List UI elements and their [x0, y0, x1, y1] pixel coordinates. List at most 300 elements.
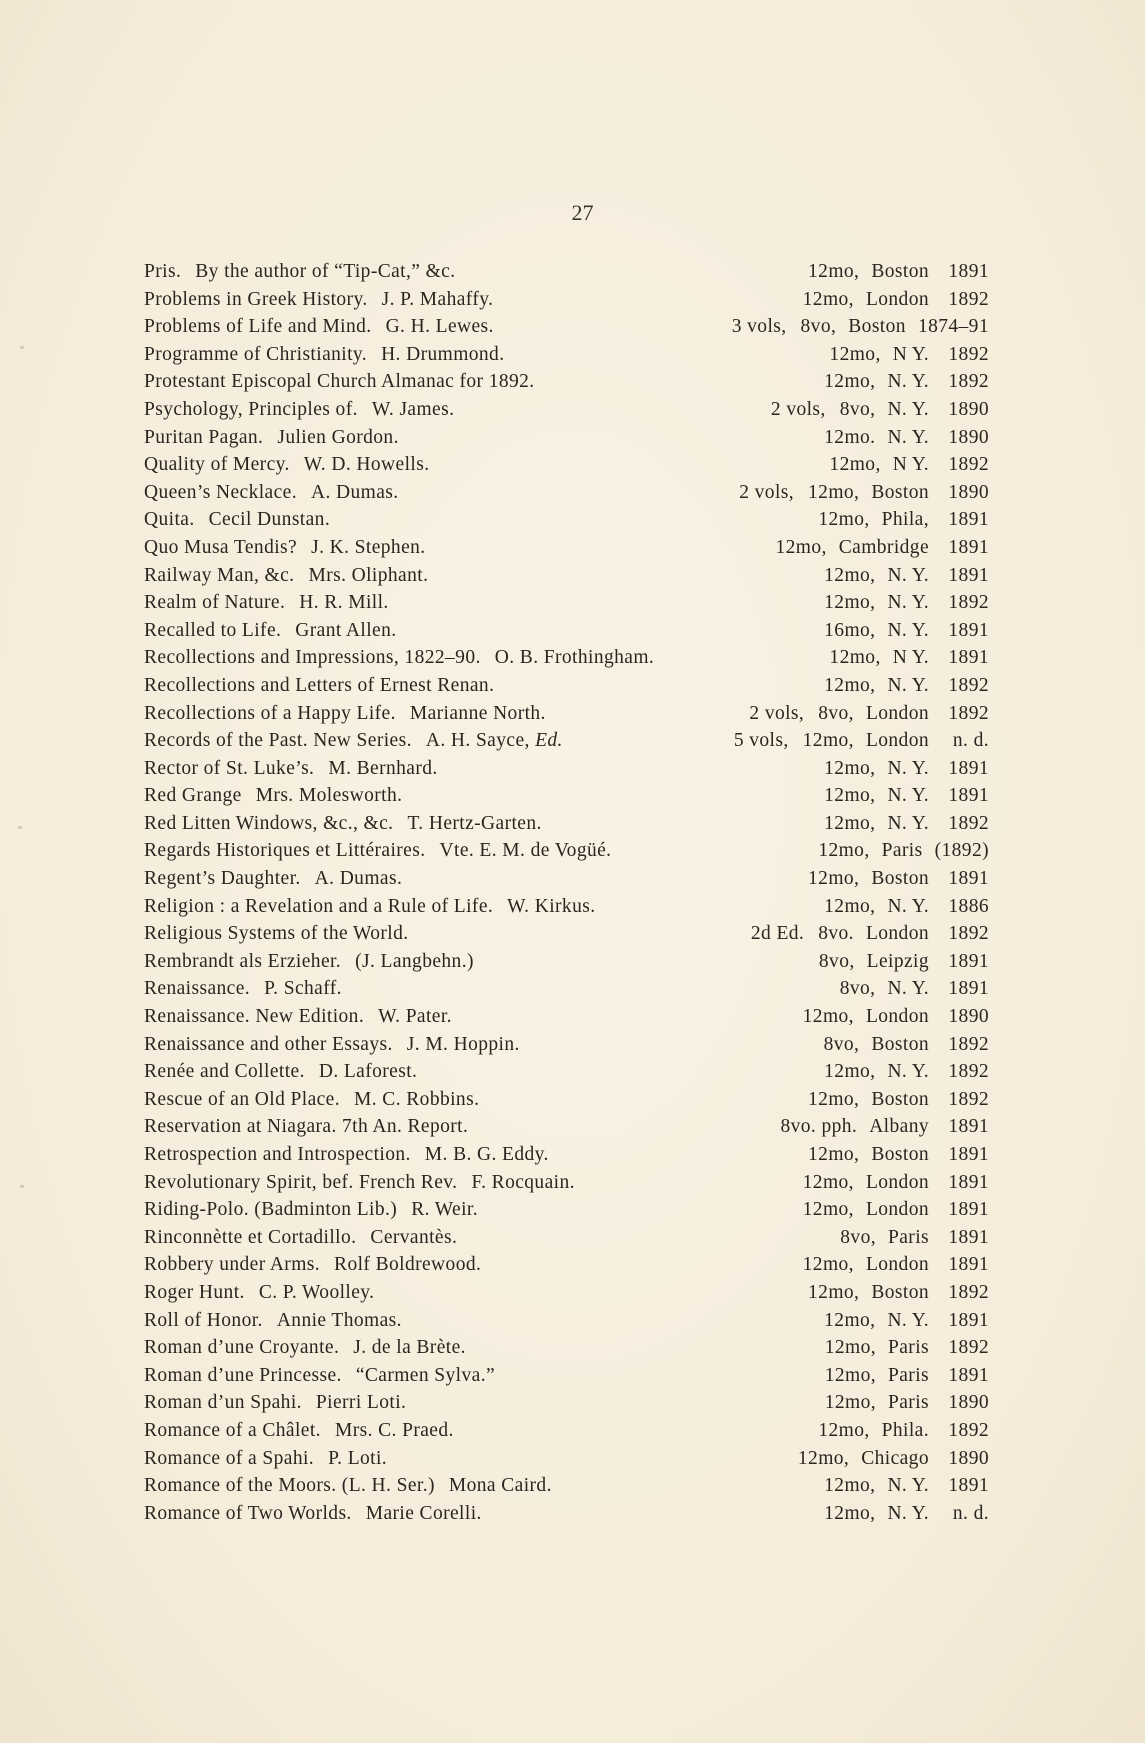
- entry-year: 1891: [948, 785, 989, 807]
- entry-format: 12mo,: [824, 1309, 876, 1331]
- entry-title-block: [144, 1113, 468, 1141]
- entry-title-block: [144, 424, 399, 452]
- entry-author: P. Loti.: [328, 1447, 388, 1469]
- entry-title: Queen’s Necklace.: [144, 481, 297, 503]
- entry-imprint: [749, 700, 989, 728]
- entry-imprint: [803, 1196, 989, 1224]
- catalogue-entry: [144, 727, 989, 755]
- entry-imprint: [824, 1058, 989, 1086]
- entry-format: 12mo,: [824, 895, 876, 917]
- entry-place: Paris: [881, 840, 923, 862]
- entry-place: London: [865, 1006, 929, 1028]
- entry-author: J. P. Mahaffy.: [381, 288, 494, 310]
- entry-year: 1892: [948, 1419, 989, 1441]
- entry-format: 12mo,: [824, 757, 876, 779]
- entry-year: 1891: [948, 1199, 989, 1221]
- entry-place: Leipzig: [866, 950, 929, 972]
- entry-author: H. Drummond.: [381, 343, 505, 365]
- entry-author: P. Schaff.: [264, 978, 342, 1000]
- entry-year: 1892: [948, 1337, 989, 1359]
- entry-year: 1891: [948, 1475, 989, 1497]
- entry-place: Phila,: [881, 509, 929, 531]
- entry-imprint: [819, 948, 989, 976]
- entry-place: Boston: [871, 261, 929, 282]
- entry-title-block: [144, 1141, 549, 1169]
- entry-place: N. Y.: [887, 619, 929, 641]
- entry-title-block: [144, 341, 504, 369]
- catalogue-entry: [144, 589, 989, 617]
- entry-place: N. Y.: [887, 785, 929, 807]
- catalogue-entry: [144, 1472, 989, 1500]
- entry-imprint: [734, 727, 989, 755]
- entry-place: London: [865, 730, 929, 752]
- catalogue-entry: [144, 1279, 989, 1307]
- entry-author: Cecil Dunstan.: [208, 509, 331, 531]
- entry-title: Retrospection and Introspection.: [144, 1144, 411, 1165]
- entry-imprint: [739, 479, 989, 507]
- entry-place: Paris: [888, 1392, 929, 1414]
- entry-title: Roll of Honor.: [144, 1309, 263, 1331]
- catalogue-entry: [144, 672, 989, 700]
- entry-title-block: [144, 1086, 479, 1114]
- entry-format: 8vo,: [818, 702, 854, 724]
- entry-format: 12mo,: [802, 288, 854, 310]
- catalogue-entry: [144, 755, 989, 783]
- entry-author: A. Dumas.: [314, 868, 403, 890]
- entry-year: 1891: [948, 950, 989, 972]
- entry-title-block: [144, 1058, 417, 1086]
- entry-imprint: [824, 893, 989, 921]
- entry-format: 8vo,: [840, 1226, 876, 1248]
- catalogue-entry: [144, 920, 989, 948]
- entry-author: G. H. Lewes.: [385, 316, 494, 338]
- catalogue-entry: [144, 313, 989, 341]
- entry-author: Mrs. C. Praed.: [334, 1419, 454, 1441]
- entry-author: Marie Corelli.: [365, 1502, 482, 1524]
- entry-year: 1891: [948, 536, 989, 558]
- entry-title: Red Grange: [144, 785, 242, 807]
- entry-format: 12mo,: [818, 509, 870, 531]
- catalogue-entry: [144, 1003, 989, 1031]
- catalogue-entry: [144, 1251, 989, 1279]
- entry-title: Romance of a Châlet.: [144, 1419, 321, 1441]
- entry-title: Quita.: [144, 509, 195, 531]
- catalogue-entry: [144, 506, 989, 534]
- entry-place: London: [865, 1254, 929, 1276]
- entry-title: Railway Man, &c.: [144, 564, 295, 586]
- entry-title-block: [144, 672, 494, 700]
- entry-title-block: [144, 1307, 402, 1335]
- entry-author: T. Hertz-Garten.: [407, 812, 542, 834]
- entry-title-block: [144, 644, 654, 672]
- entry-volumes: 2 vols,: [739, 481, 795, 503]
- entry-author: J. de la Brète.: [353, 1337, 466, 1359]
- entry-year: 1892: [948, 288, 989, 310]
- entry-title-block: [144, 1334, 466, 1362]
- entry-title: Protestant Episcopal Church Almanac for 1892.: [144, 371, 535, 393]
- entry-imprint: [825, 1362, 989, 1390]
- catalogue-entry: [144, 1417, 989, 1445]
- entry-editor-mark: Ed.: [535, 730, 563, 752]
- catalogue-entry: [144, 1500, 989, 1528]
- entry-format: 12mo,: [824, 592, 876, 614]
- entry-author: (J. Langbehn.): [355, 950, 474, 972]
- entry-place: Albany: [869, 1116, 929, 1138]
- entry-imprint: [824, 755, 989, 783]
- entry-imprint: [824, 589, 989, 617]
- entry-title-block: [144, 286, 493, 314]
- entry-place: Boston: [871, 1033, 929, 1055]
- entry-imprint: [825, 1389, 989, 1417]
- entry-title-block: [144, 1445, 387, 1473]
- entry-year: 1891: [948, 647, 989, 669]
- entry-year: 1891: [948, 1116, 989, 1138]
- entry-author: W. Pater.: [378, 1006, 452, 1028]
- entry-title: Programme of Christianity.: [144, 343, 368, 365]
- catalogue-entry: [144, 1113, 989, 1141]
- catalogue-entry: [144, 1389, 989, 1417]
- entry-volumes: 5 vols,: [733, 730, 789, 752]
- entry-imprint: [803, 1003, 989, 1031]
- entry-title: Religion : a Revelation and a Rule of Life.: [144, 895, 494, 917]
- entry-format: 12mo,: [824, 812, 876, 834]
- entry-title-block: [144, 1279, 374, 1307]
- entry-place: N Y.: [892, 647, 929, 669]
- entry-title-block: [144, 1362, 495, 1390]
- entry-format: 8vo,: [839, 398, 876, 420]
- entry-imprint: [775, 534, 989, 562]
- catalogue-entry: [144, 810, 989, 838]
- entry-author: W. James.: [371, 398, 455, 420]
- entry-author: J. K. Stephen.: [311, 536, 426, 558]
- catalogue-entry: [144, 534, 989, 562]
- paper-speck: [18, 826, 22, 829]
- entry-imprint: [824, 1031, 989, 1059]
- entry-title: Renaissance.: [144, 978, 251, 1000]
- entry-title-block: [144, 1251, 481, 1279]
- entry-place: London: [865, 288, 929, 310]
- catalogue-list: [144, 258, 989, 1527]
- entry-title-block: [144, 810, 542, 838]
- entry-imprint: [808, 1279, 989, 1307]
- entry-format: 12mo.: [824, 426, 876, 448]
- entry-title-block: [144, 755, 438, 783]
- entry-author: Pierri Loti.: [315, 1392, 407, 1414]
- entry-year: 1892: [948, 812, 989, 834]
- entry-title: Quality of Mercy.: [144, 454, 290, 476]
- entry-title-block: [144, 479, 399, 507]
- entry-year: 1891: [948, 261, 989, 282]
- entry-title: Recollections of a Happy Life.: [144, 702, 396, 724]
- entry-title-block: [144, 948, 474, 976]
- entry-author: J. M. Hoppin.: [406, 1033, 520, 1055]
- entry-format: 8vo,: [839, 978, 876, 1000]
- entry-title: Roman d’une Croyante.: [144, 1337, 340, 1359]
- entry-imprint: [825, 1334, 989, 1362]
- catalogue-entry: [144, 1141, 989, 1169]
- entry-year: 1892: [948, 454, 989, 476]
- entry-title: Roman d’une Princesse.: [144, 1364, 342, 1386]
- entry-imprint: [732, 313, 989, 341]
- entry-place: N. Y.: [887, 1502, 929, 1524]
- entry-author: O. B. Frothingham.: [494, 647, 655, 669]
- entry-title: Recalled to Life.: [144, 619, 282, 641]
- entry-year: 1892: [948, 371, 989, 393]
- catalogue-entry: [144, 644, 989, 672]
- entry-title: Roman d’un Spahi.: [144, 1392, 302, 1414]
- entry-format: 12mo,: [808, 1088, 860, 1110]
- entry-imprint: [780, 1113, 989, 1141]
- entry-title: Regards Historiques et Littéraires.: [144, 840, 426, 862]
- entry-year: 1891: [948, 619, 989, 641]
- entry-place: London: [865, 702, 929, 724]
- entry-author: “Carmen Sylva.”: [355, 1364, 496, 1386]
- entry-place: Boston: [871, 1281, 929, 1303]
- entry-imprint: [824, 617, 989, 645]
- entry-title-block: [144, 1196, 478, 1224]
- entry-title-block: [144, 727, 563, 755]
- catalogue-entry: [144, 975, 989, 1003]
- entry-year: 1890: [948, 426, 989, 448]
- entry-place: Paris: [888, 1226, 929, 1248]
- entry-place: N. Y.: [887, 371, 929, 393]
- entry-author: Mrs. Molesworth.: [255, 785, 403, 807]
- entry-imprint: [829, 341, 989, 369]
- entry-format: 12mo,: [829, 343, 881, 365]
- catalogue-entry: [144, 1169, 989, 1197]
- catalogue-entry: [144, 617, 989, 645]
- entry-place: N. Y.: [887, 398, 929, 420]
- entry-title: Renée and Collette.: [144, 1061, 305, 1083]
- entry-author: Rolf Boldrewood.: [334, 1254, 482, 1276]
- paper-speck: [20, 1185, 24, 1188]
- entry-place: Cambridge: [838, 536, 929, 558]
- entry-title-block: [144, 782, 402, 810]
- entry-title: Puritan Pagan.: [144, 426, 264, 448]
- entry-place: Chicago: [861, 1447, 929, 1469]
- entry-place: N. Y.: [887, 592, 929, 614]
- entry-place: Boston: [871, 1088, 929, 1110]
- catalogue-entry: [144, 1445, 989, 1473]
- entry-imprint: [824, 672, 989, 700]
- entry-imprint: [824, 1307, 989, 1335]
- entry-author: A. Dumas.: [310, 481, 399, 503]
- entry-volumes: 2 vols,: [770, 398, 826, 420]
- entry-place: N. Y.: [887, 1061, 929, 1083]
- entry-year: 1892: [948, 1088, 989, 1110]
- entry-year: 1890: [948, 481, 989, 503]
- entry-imprint: [840, 975, 989, 1003]
- entry-title: Romance of the Moors. (L. H. Ser.): [144, 1475, 435, 1497]
- entry-format: 12mo,: [824, 1475, 876, 1497]
- entry-year: 1891: [948, 1364, 989, 1386]
- entry-place: London: [865, 1199, 929, 1221]
- entry-author: H. R. Mill.: [299, 592, 389, 614]
- entry-format: 12mo,: [829, 647, 881, 669]
- entry-author: F. Rocquain.: [471, 1171, 575, 1193]
- entry-imprint: [824, 782, 989, 810]
- catalogue-entry: [144, 368, 989, 396]
- entry-title-block: [144, 865, 402, 893]
- entry-format: 12mo,: [808, 261, 860, 282]
- entry-format: 12mo,: [818, 1419, 870, 1441]
- catalogue-entry: [144, 948, 989, 976]
- entry-format: 12mo,: [808, 1281, 860, 1303]
- entry-author: R. Weir.: [411, 1199, 479, 1221]
- entry-title: Problems in Greek History.: [144, 288, 368, 310]
- entry-title: Rembrandt als Erzieher.: [144, 950, 342, 972]
- entry-title: Problems of Life and Mind.: [144, 316, 372, 338]
- entry-year: 1890: [948, 398, 989, 420]
- entry-imprint: [751, 920, 989, 948]
- entry-title-block: [144, 700, 546, 728]
- entry-place: Boston: [871, 868, 929, 890]
- entry-volumes: 2 vols,: [749, 702, 805, 724]
- entry-author: Grant Allen.: [295, 619, 397, 641]
- entry-format: 16mo,: [824, 619, 876, 641]
- entry-format: 12mo,: [808, 1144, 860, 1165]
- entry-year: 1890: [948, 1392, 989, 1414]
- entry-place: Boston: [848, 316, 906, 338]
- entry-imprint: [803, 1169, 989, 1197]
- entry-place: N Y.: [892, 343, 929, 365]
- entry-title-block: [144, 534, 426, 562]
- entry-author: Cervantès.: [370, 1226, 458, 1248]
- entry-title: Revolutionary Spirit, bef. French Rev.: [144, 1171, 458, 1193]
- entry-year: 1891: [948, 1309, 989, 1331]
- entry-year: 1886: [948, 895, 989, 917]
- catalogue-entry: [144, 424, 989, 452]
- entry-author: Mrs. Oliphant.: [308, 564, 429, 586]
- catalogue-entry: [144, 1031, 989, 1059]
- entry-title: Romance of Two Worlds.: [144, 1502, 352, 1524]
- entry-imprint: [818, 1417, 989, 1445]
- entry-place: N. Y.: [887, 426, 929, 448]
- entry-format: 12mo,: [802, 1006, 854, 1028]
- entry-author: Vte. E. M. de Vogüé.: [439, 840, 612, 862]
- entry-author: W. Kirkus.: [507, 895, 596, 917]
- entry-format: 12mo,: [824, 674, 876, 696]
- entry-title: Renaissance. New Edition.: [144, 1006, 365, 1028]
- entry-author: By the author of “Tip-Cat,” &c.: [195, 261, 456, 282]
- entry-title: Realm of Nature.: [144, 592, 286, 614]
- entry-title: Red Litten Windows, &c., &c.: [144, 812, 394, 834]
- entry-title: Rescue of an Old Place.: [144, 1088, 341, 1110]
- entry-format: 12mo,: [802, 1254, 854, 1276]
- entry-format: 12mo,: [824, 564, 876, 586]
- entry-title: Pris.: [144, 261, 182, 282]
- entry-author: D. Laforest.: [318, 1061, 418, 1083]
- paper-speck: [20, 346, 24, 349]
- entry-year: n. d.: [952, 1502, 989, 1524]
- entry-title: Reservation at Niagara. 7th An. Report.: [144, 1116, 469, 1138]
- entry-format: 12mo,: [824, 371, 876, 393]
- entry-author: Marianne North.: [409, 702, 546, 724]
- entry-author: C. P. Woolley.: [258, 1281, 375, 1303]
- entry-title-block: [144, 617, 397, 645]
- catalogue-entry: [144, 396, 989, 424]
- entry-title-block: [144, 975, 342, 1003]
- page-number: 27: [571, 200, 594, 225]
- entry-year: 1892: [948, 1033, 989, 1055]
- entry-author: M. Bernhard.: [328, 757, 438, 779]
- entry-year: 1890: [948, 1447, 989, 1469]
- entry-title: Renaissance and other Essays.: [144, 1033, 393, 1055]
- entry-imprint: [803, 1251, 989, 1279]
- entry-format: 12mo,: [802, 1199, 854, 1221]
- entry-author: Julien Gordon.: [277, 426, 399, 448]
- entry-author: W. D. Howells.: [303, 454, 430, 476]
- entry-place: Paris: [888, 1337, 929, 1359]
- entry-format: 12mo,: [802, 730, 854, 752]
- entry-format: 12mo,: [824, 1392, 876, 1414]
- entry-author: M. C. Robbins.: [354, 1088, 480, 1110]
- entry-year: 1891: [948, 1144, 989, 1165]
- entry-title-block: [144, 1003, 452, 1031]
- entry-place: N. Y.: [887, 564, 929, 586]
- entry-imprint: [818, 837, 989, 865]
- entry-year: n. d.: [952, 730, 989, 752]
- entry-place: Paris: [888, 1364, 929, 1386]
- entry-format: 8vo,: [800, 316, 837, 338]
- entry-title: Psychology, Principles of.: [144, 398, 358, 420]
- entry-title-block: [144, 313, 494, 341]
- entry-title: Rinconnètte et Cortadillo.: [144, 1226, 357, 1248]
- entry-title: Rector of St. Luke’s.: [144, 757, 315, 779]
- entry-title-block: [144, 258, 456, 286]
- entry-year: 1892: [948, 343, 989, 365]
- catalogue-entry: [144, 341, 989, 369]
- entry-place: N. Y.: [887, 674, 929, 696]
- catalogue-entry: [144, 865, 989, 893]
- entry-title: Religious Systems of the World.: [144, 923, 409, 945]
- entry-place: N. Y.: [887, 812, 929, 834]
- entry-imprint: [829, 644, 989, 672]
- entry-title-block: [144, 893, 595, 921]
- entry-title-block: [144, 1031, 520, 1059]
- entry-place: N Y.: [892, 454, 929, 476]
- entry-imprint: [808, 865, 989, 893]
- entry-year: 1890: [948, 1006, 989, 1028]
- entry-year: 1892: [948, 702, 989, 724]
- entry-year: 1892: [948, 1061, 989, 1083]
- catalogue-entry: [144, 1362, 989, 1390]
- catalogue-entry: [144, 258, 989, 286]
- entry-place: Phila.: [881, 1419, 929, 1441]
- catalogue-entry: [144, 1224, 989, 1252]
- entry-year: 1891: [948, 978, 989, 1000]
- catalogue-entry: [144, 451, 989, 479]
- entry-format: 8vo.: [818, 923, 854, 945]
- entry-imprint: [824, 1472, 989, 1500]
- entry-title-block: [144, 1389, 406, 1417]
- entry-year: 1892: [948, 923, 989, 945]
- entry-year: 1891: [948, 757, 989, 779]
- entry-year: 1891: [948, 509, 989, 531]
- entry-author: Mona Caird.: [448, 1475, 552, 1497]
- entry-imprint: [771, 396, 989, 424]
- entry-title: Robbery under Arms.: [144, 1254, 321, 1276]
- catalogue-entry: [144, 562, 989, 590]
- entry-volumes: 3 vols,: [731, 316, 787, 338]
- entry-imprint: [808, 1086, 989, 1114]
- entry-imprint: [829, 451, 989, 479]
- entry-year: 1891: [948, 1254, 989, 1276]
- catalogue-entry: [144, 479, 989, 507]
- entry-imprint: [818, 506, 989, 534]
- entry-title: Recollections and Letters of Ernest Renan.: [144, 674, 495, 696]
- catalogue-entry: [144, 286, 989, 314]
